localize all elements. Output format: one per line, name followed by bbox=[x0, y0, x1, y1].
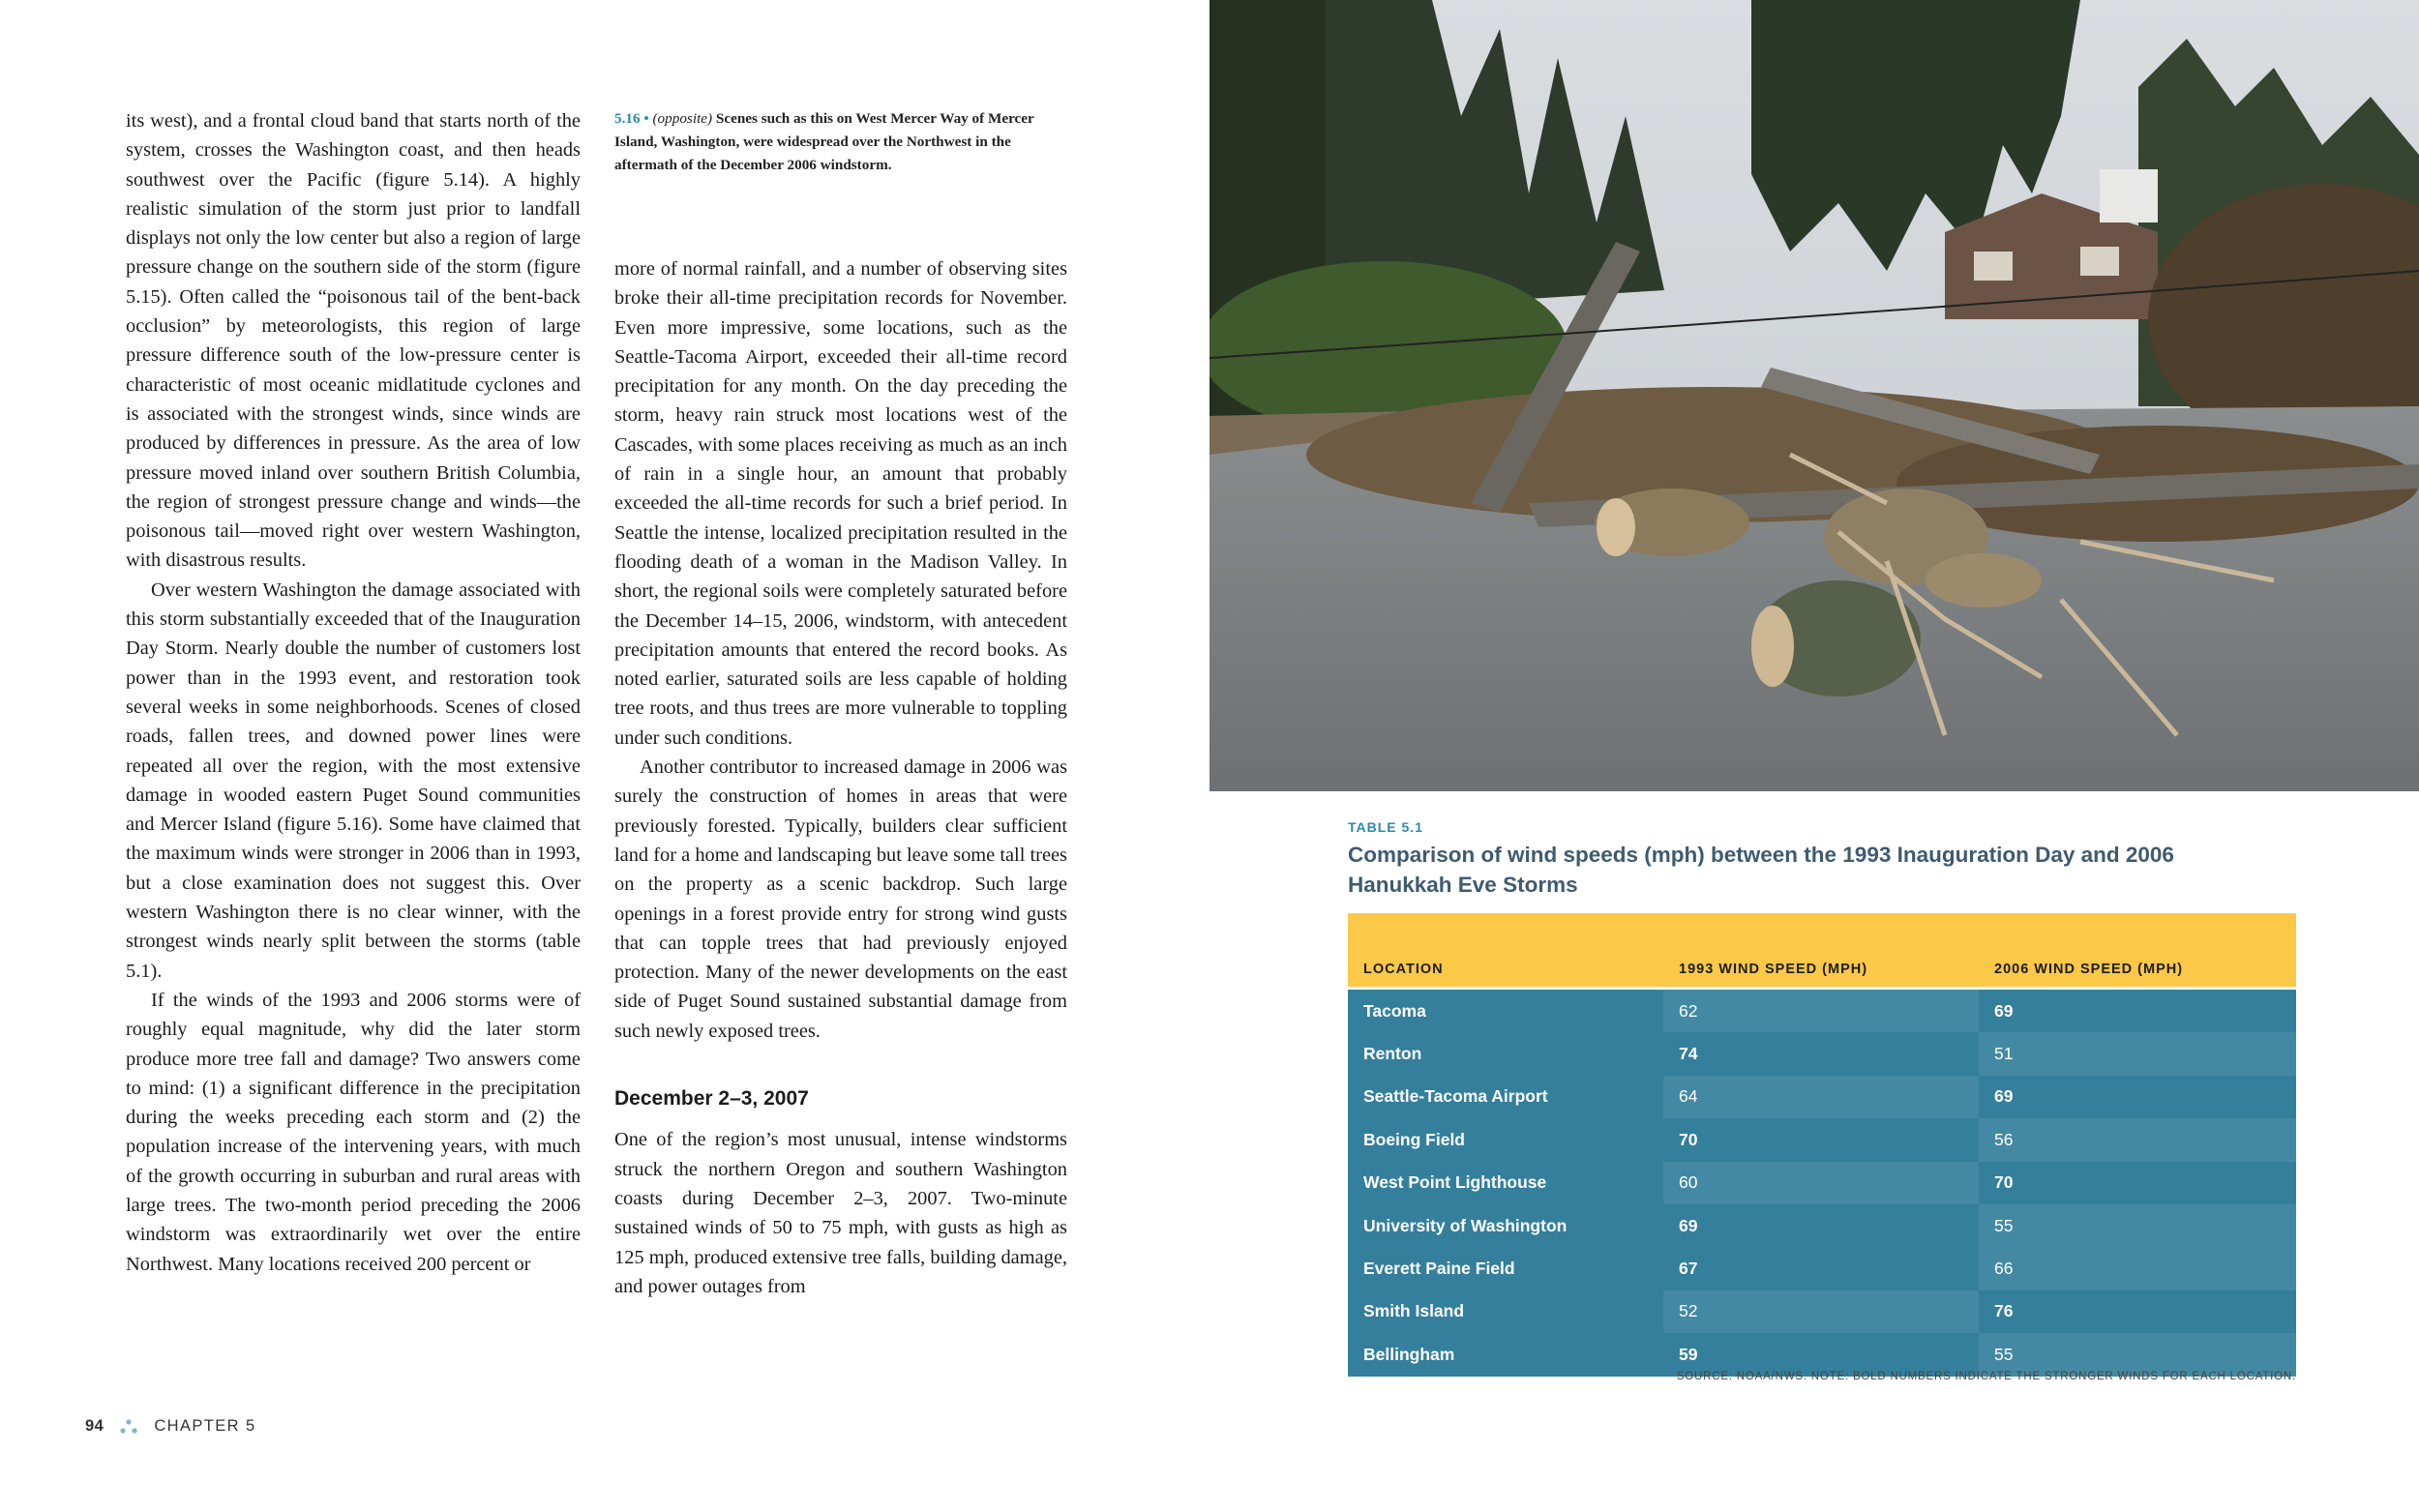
page-footer bbox=[85, 1417, 256, 1436]
dots-ornament-icon bbox=[119, 1419, 138, 1435]
middle-column-paragraphs bbox=[614, 254, 1067, 1046]
photo-illustration bbox=[1210, 0, 2419, 791]
table-row bbox=[1348, 1032, 2296, 1075]
table-header-row bbox=[1348, 913, 2296, 989]
table-row bbox=[1348, 1076, 2296, 1118]
caption-text: Scenes such as this on West Mercer Way of Mercer Island, Washington, were widespread over the Northwest in the aftermath of the December 2006 windstorm. bbox=[614, 110, 1034, 173]
cell-location: University of Washington bbox=[1348, 1204, 1663, 1247]
paragraph: If the winds of the 1993 and 2006 storms were of roughly equal magnitude, why did the later storm produce more tree fall and damage? Two answers come to mind: (1) a significant difference in the precipitation during the weeks preceding each storm and (2) the population increase of the intervening years, with much of the growth occurring in suburban and rural areas with large trees. The two-month period preceding the 2006 windstorm was extraordinarily wet over the entire Northwest. Many locations received 200 percent or bbox=[126, 989, 581, 1275]
figure-number: 5.16 bbox=[614, 110, 641, 127]
page-number: 94 bbox=[85, 1417, 105, 1435]
cell-2006: 51 bbox=[1979, 1032, 2296, 1075]
table-row bbox=[1348, 1333, 2296, 1376]
cell-1993: 74 bbox=[1663, 1032, 1979, 1075]
cell-location: Everett Paine Field bbox=[1348, 1247, 1663, 1290]
cell-location: Seattle-Tacoma Airport bbox=[1348, 1076, 1663, 1118]
cell-1993: 70 bbox=[1663, 1118, 1979, 1161]
cell-location: Smith Island bbox=[1348, 1290, 1663, 1333]
paragraph: its west), and a frontal cloud band that starts north of the system, crosses the Washington coast, and then heads southwest over the Pacific (figure 5.14). A highly realistic simulation of the storm just prior to landfall displays not only the low center but also a region of large pressure change on the southern side of the storm (figure 5.15). Often called the “poisonous tail of the bent-back occlusion” by meteorologists, this region of large pressure difference south of the low-pressure center is characteristic of most oceanic midlatitude cyclones and is associated with the strongest winds, since winds are produced by differences in pressure. As the area of low pressure moved inland over southern British Columbia, the region of strongest pressure change and winds—the poisonous tail—moved right over western Washington, with disastrous results. bbox=[126, 110, 581, 572]
cell-2006: 66 bbox=[1979, 1247, 2296, 1290]
cell-1993: 60 bbox=[1663, 1162, 1979, 1204]
middle-column-after-subhead bbox=[614, 1125, 1067, 1301]
cell-location: West Point Lighthouse bbox=[1348, 1162, 1663, 1204]
paragraph: Over western Washington the damage associated with this storm substantially exceeded that of the Inauguration Day Storm. Nearly double the number of customers lost power than in the 1993 event, and restoration took several weeks in some neighborhoods. Scenes of closed roads, fallen trees, and downed power lines were repeated all over the region, with the most extensive damage in wooded eastern Puget Sound communities and Mercer Island (figure 5.16). Some have claimed that the maximum winds were stronger in 2006 than in 1993, but a close examination does not suggest this. Over western Washington there is no clear winner, with the strongest winds nearly split between the storms (table 5.1). bbox=[126, 578, 581, 982]
cell-2006: 70 bbox=[1979, 1162, 2296, 1204]
table-body bbox=[1348, 989, 2296, 1377]
cell-2006: 55 bbox=[1979, 1204, 2296, 1247]
cell-1993: 62 bbox=[1663, 989, 1979, 1033]
cell-location: Bellingham bbox=[1348, 1333, 1663, 1376]
caption-opposite: (opposite) bbox=[652, 110, 713, 127]
table-row bbox=[1348, 1204, 2296, 1247]
header-location: LOCATION bbox=[1348, 913, 1663, 989]
cell-2006: 69 bbox=[1979, 1076, 2296, 1118]
body-text-left-column bbox=[126, 106, 581, 1279]
table-title: Comparison of wind speeds (mph) between the 1993 Inauguration Day and 2006 Hanukkah Eve Storms bbox=[1348, 843, 2174, 897]
table-row bbox=[1348, 1290, 2296, 1333]
header-1993: 1993 WIND SPEED (MPH) bbox=[1663, 913, 1979, 989]
cell-2006: 76 bbox=[1979, 1290, 2296, 1333]
cell-1993: 67 bbox=[1663, 1247, 1979, 1290]
figure-caption bbox=[614, 107, 1069, 177]
table-row bbox=[1348, 1247, 2296, 1290]
cell-2006: 55 bbox=[1979, 1333, 2296, 1376]
header-2006: 2006 WIND SPEED (MPH) bbox=[1979, 913, 2296, 989]
cell-location: Tacoma bbox=[1348, 989, 1663, 1033]
table-row bbox=[1348, 1162, 2296, 1204]
caption-bullet: • bbox=[643, 110, 649, 127]
paragraph: more of normal rainfall, and a number of observing sites broke their all-time precipitation records for November. Even more impressive, some locations, such as the Seattle-Tacoma Airport, exceeded their all-time record precipitation for any month. On the day preceding the storm, heavy rain struck most locations west of the Cascades, with some places receiving as much as an inch of rain in a single hour, an amount that probably exceeded the all-time records for such a brief period. In Seattle the intense, localized precipitation resulted in the flooding death of a woman in the Madison Valley. In short, the regional soils were completely saturated before the December 14–15, 2006, windstorm, with antecedent precipitation amounts that entered the record books. As noted earlier, saturated soils are less capable of holding tree roots, and thus trees are more vulnerable to toppling under such conditions. bbox=[614, 258, 1067, 749]
cell-1993: 69 bbox=[1663, 1204, 1979, 1247]
paragraph: Another contributor to increased damage in 2006 was surely the construction of homes in areas that were previously forested. Typically, builders clear sufficient land for a home and landscaping but leave some tall trees on the property as a scenic backdrop. Such large openings in a forest provide entry for strong wind gusts that can topple trees that had previously enjoyed protection. Many of the newer developments on the east side of Puget Sound sustained substantial damage from such newly exposed trees. bbox=[614, 756, 1067, 1042]
cell-2006: 56 bbox=[1979, 1118, 2296, 1161]
cell-2006: 69 bbox=[1979, 989, 2296, 1033]
wind-speed-table bbox=[1348, 913, 2296, 1377]
paragraph: One of the region’s most unusual, intense windstorms struck the northern Oregon and southern Washington coasts during December 2–3, 2007. Two-minute sustained winds of 50 to 75 mph, with gusts as high as 125 mph, produced extensive tree falls, building damage, and power outages from bbox=[614, 1129, 1067, 1297]
storm-damage-photo bbox=[1210, 0, 2419, 791]
body-text-middle-column bbox=[614, 254, 1067, 1301]
cell-location: Boeing Field bbox=[1348, 1118, 1663, 1161]
section-subhead: December 2–3, 2007 bbox=[614, 1087, 809, 1111]
cell-1993: 64 bbox=[1663, 1076, 1979, 1118]
table-row bbox=[1348, 1118, 2296, 1161]
table-source-note: SOURCE: NOAA/NWS. NOTE: BOLD NUMBERS INDICATE THE STRONGER WINDS FOR EACH LOCATION. bbox=[1676, 1371, 2296, 1382]
cell-location: Renton bbox=[1348, 1032, 1663, 1075]
cell-1993: 52 bbox=[1663, 1290, 1979, 1333]
cell-1993: 59 bbox=[1663, 1333, 1979, 1376]
table-label: TABLE 5.1 bbox=[1348, 819, 1423, 835]
chapter-label: CHAPTER 5 bbox=[154, 1417, 256, 1435]
table-row bbox=[1348, 989, 2296, 1033]
